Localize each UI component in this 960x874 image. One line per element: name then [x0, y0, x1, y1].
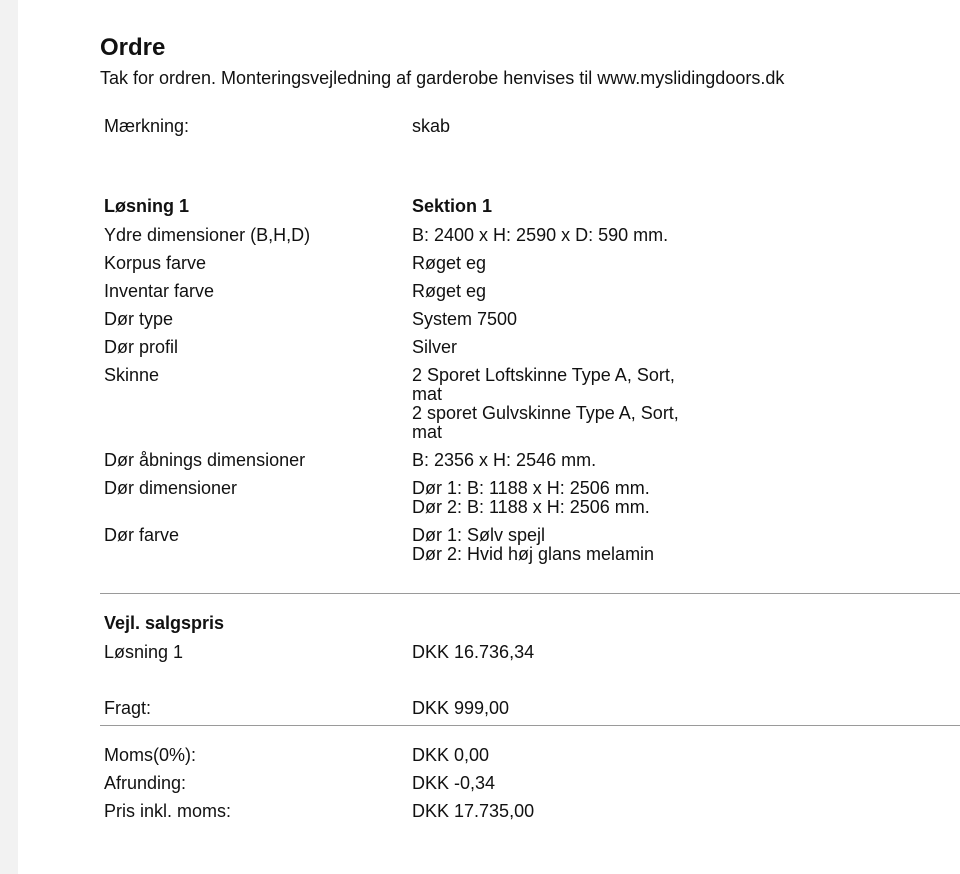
divider [100, 593, 960, 594]
price-label: Afrunding: [104, 773, 187, 793]
price-label: Pris inkl. moms: [104, 801, 232, 821]
spec-value: 2 sporet Gulvskinne Type A, Sort, [412, 403, 679, 423]
spec-value: Røget eg [412, 281, 487, 301]
price-label: Fragt: [104, 698, 152, 718]
price-label: Moms(0%): [104, 745, 197, 765]
section-heading: Sektion 1 [412, 196, 493, 216]
spec-label: Dør farve [104, 525, 180, 545]
order-document [18, 0, 960, 874]
spec-label: Skinne [104, 365, 160, 385]
spec-label: Dør dimensioner [104, 478, 238, 498]
spec-value: Dør 1: B: 1188 x H: 2506 mm. [412, 478, 650, 498]
spec-value: Dør 2: Hvid høj glans melamin [412, 544, 655, 564]
marking-value: skab [412, 116, 451, 136]
intro-text: Tak for ordren. Monteringsvejledning af garderobe henvises til www.myslidingdoors.dk [100, 68, 785, 88]
pricing-heading: Vejl. salgspris [104, 613, 225, 633]
page-title: Ordre [100, 34, 166, 61]
solution-heading: Løsning 1 [104, 196, 189, 216]
spec-label: Dør type [104, 309, 174, 329]
spec-value: System 7500 [412, 309, 518, 329]
spec-value: mat [412, 384, 443, 404]
price-label: Løsning 1 [104, 642, 184, 662]
spec-value: Silver [412, 337, 458, 357]
price-value: DKK 16.736,34 [412, 642, 535, 662]
spec-value: B: 2400 x H: 2590 x D: 590 mm. [412, 225, 669, 245]
price-value: DKK 0,00 [412, 745, 490, 765]
marking-label: Mærkning: [104, 116, 190, 136]
spec-label: Dør profil [104, 337, 179, 357]
divider [100, 725, 960, 726]
spec-label: Ydre dimensioner (B,H,D) [104, 225, 311, 245]
price-value: DKK -0,34 [412, 773, 496, 793]
price-value: DKK 17.735,00 [412, 801, 535, 821]
spec-value: B: 2356 x H: 2546 mm. [412, 450, 597, 470]
spec-value: Dør 1: Sølv spejl [412, 525, 546, 545]
spec-value: Røget eg [412, 253, 487, 273]
spec-label: Korpus farve [104, 253, 207, 273]
price-value: DKK 999,00 [412, 698, 510, 718]
spec-label: Inventar farve [104, 281, 215, 301]
spec-value: 2 Sporet Loftskinne Type A, Sort, [412, 365, 675, 385]
spec-value: Dør 2: B: 1188 x H: 2506 mm. [412, 497, 650, 517]
spec-label: Dør åbnings dimensioner [104, 450, 306, 470]
spec-value: mat [412, 422, 443, 442]
